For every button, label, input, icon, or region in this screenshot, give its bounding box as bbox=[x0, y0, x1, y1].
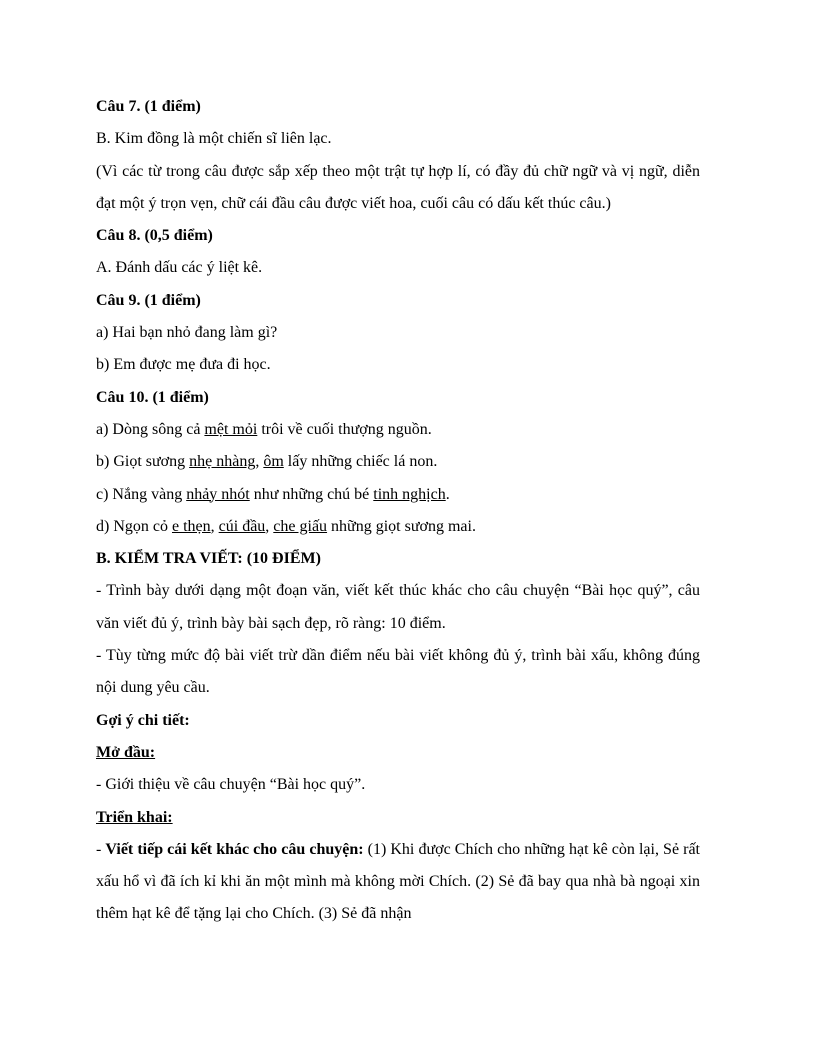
underlined-word: ôm bbox=[263, 453, 284, 471]
hint-heading: Gợi ý chi tiết: bbox=[96, 711, 190, 729]
writing-requirement-1: - Trình bày dưới dạng một đoạn văn, viết kết thúc khác cho câu chuyện “Bài học quý”, câu văn viết đủ ý, trình bày bài sạch đẹp, rõ ràng: 10 điểm. bbox=[96, 582, 700, 632]
text: , bbox=[210, 517, 219, 535]
text: a) Dòng sông cả bbox=[96, 420, 205, 438]
text: - bbox=[96, 840, 106, 858]
text: c) Nắng vàng bbox=[96, 485, 187, 503]
q10-answer-a bbox=[96, 414, 700, 446]
underlined-word: nhảy nhót bbox=[186, 485, 250, 503]
q10-answer-b bbox=[96, 446, 700, 478]
text: lấy những chiếc lá non. bbox=[283, 453, 438, 471]
intro-heading: Mở đầu: bbox=[96, 743, 156, 761]
answer-key-document bbox=[96, 91, 700, 931]
text: , bbox=[255, 453, 264, 471]
q10-answer-c bbox=[96, 479, 700, 511]
intro-text: - Giới thiệu về câu chuyện “Bài học quý”. bbox=[96, 776, 366, 794]
body-lead: Viết tiếp cái kết khác cho câu chuyện: bbox=[105, 840, 364, 858]
underlined-word: mệt mỏi bbox=[204, 420, 258, 438]
q7-answer: B. Kim đồng là một chiến sĩ liên lạc. bbox=[96, 130, 332, 148]
q7-explanation: (Vì các từ trong câu được sắp xếp theo một trật tự hợp lí, có đầy đủ chữ ngữ và vị ngữ, diễn đạt một ý trọn vẹn, chữ cái đầu câu được viết hoa, cuối câu có dấu kết thúc câu.) bbox=[96, 162, 700, 212]
q10-answer-d bbox=[96, 511, 700, 543]
body-heading: Triển khai: bbox=[96, 808, 173, 826]
q9-answer-b: b) Em được mẹ đưa đi học. bbox=[96, 356, 271, 374]
q8-heading: Câu 8. (0,5 điểm) bbox=[96, 227, 213, 245]
underlined-word: nhẹ nhàng bbox=[189, 453, 256, 471]
text: , bbox=[265, 517, 274, 535]
writing-requirement-2: - Tùy từng mức độ bài viết trừ dần điểm nếu bài viết không đủ ý, trình bài xấu, không đúng nội dung yêu cầu. bbox=[96, 647, 700, 697]
q10-heading: Câu 10. (1 điểm) bbox=[96, 388, 209, 406]
text: như những chú bé bbox=[249, 485, 374, 503]
q7-heading: Câu 7. (1 điểm) bbox=[96, 98, 201, 115]
underlined-word: e thẹn bbox=[171, 517, 211, 535]
text: . bbox=[445, 485, 450, 503]
q8-answer: A. Đánh dấu các ý liệt kê. bbox=[96, 259, 263, 277]
text: những giọt sương mai. bbox=[327, 517, 476, 535]
q9-heading: Câu 9. (1 điểm) bbox=[96, 291, 201, 309]
text: d) Ngọn cỏ bbox=[96, 517, 172, 535]
text: (1) Khi được Chích cho những hạt kê còn lại, Sẻ rất xấu hổ vì đã ích kỉ khi ăn một mình mà không mời Chích. (2) Sẻ đã bay qua nhà bà ngoại xin thêm hạt kê để tặng lại cho Chích. (3) Sẻ đã nhận bbox=[96, 840, 700, 923]
body-paragraph bbox=[96, 834, 700, 931]
text: b) Giọt sương bbox=[96, 453, 190, 471]
underlined-word: tinh nghịch bbox=[373, 485, 446, 503]
writing-section-heading: B. KIỂM TRA VIẾT: (10 ĐIỂM) bbox=[96, 550, 321, 568]
underlined-word: cúi đầu bbox=[218, 517, 266, 535]
q9-answer-a: a) Hai bạn nhỏ đang làm gì? bbox=[96, 324, 278, 342]
underlined-word: che giấu bbox=[273, 517, 328, 535]
text: trôi về cuối thượng nguồn. bbox=[257, 420, 432, 438]
